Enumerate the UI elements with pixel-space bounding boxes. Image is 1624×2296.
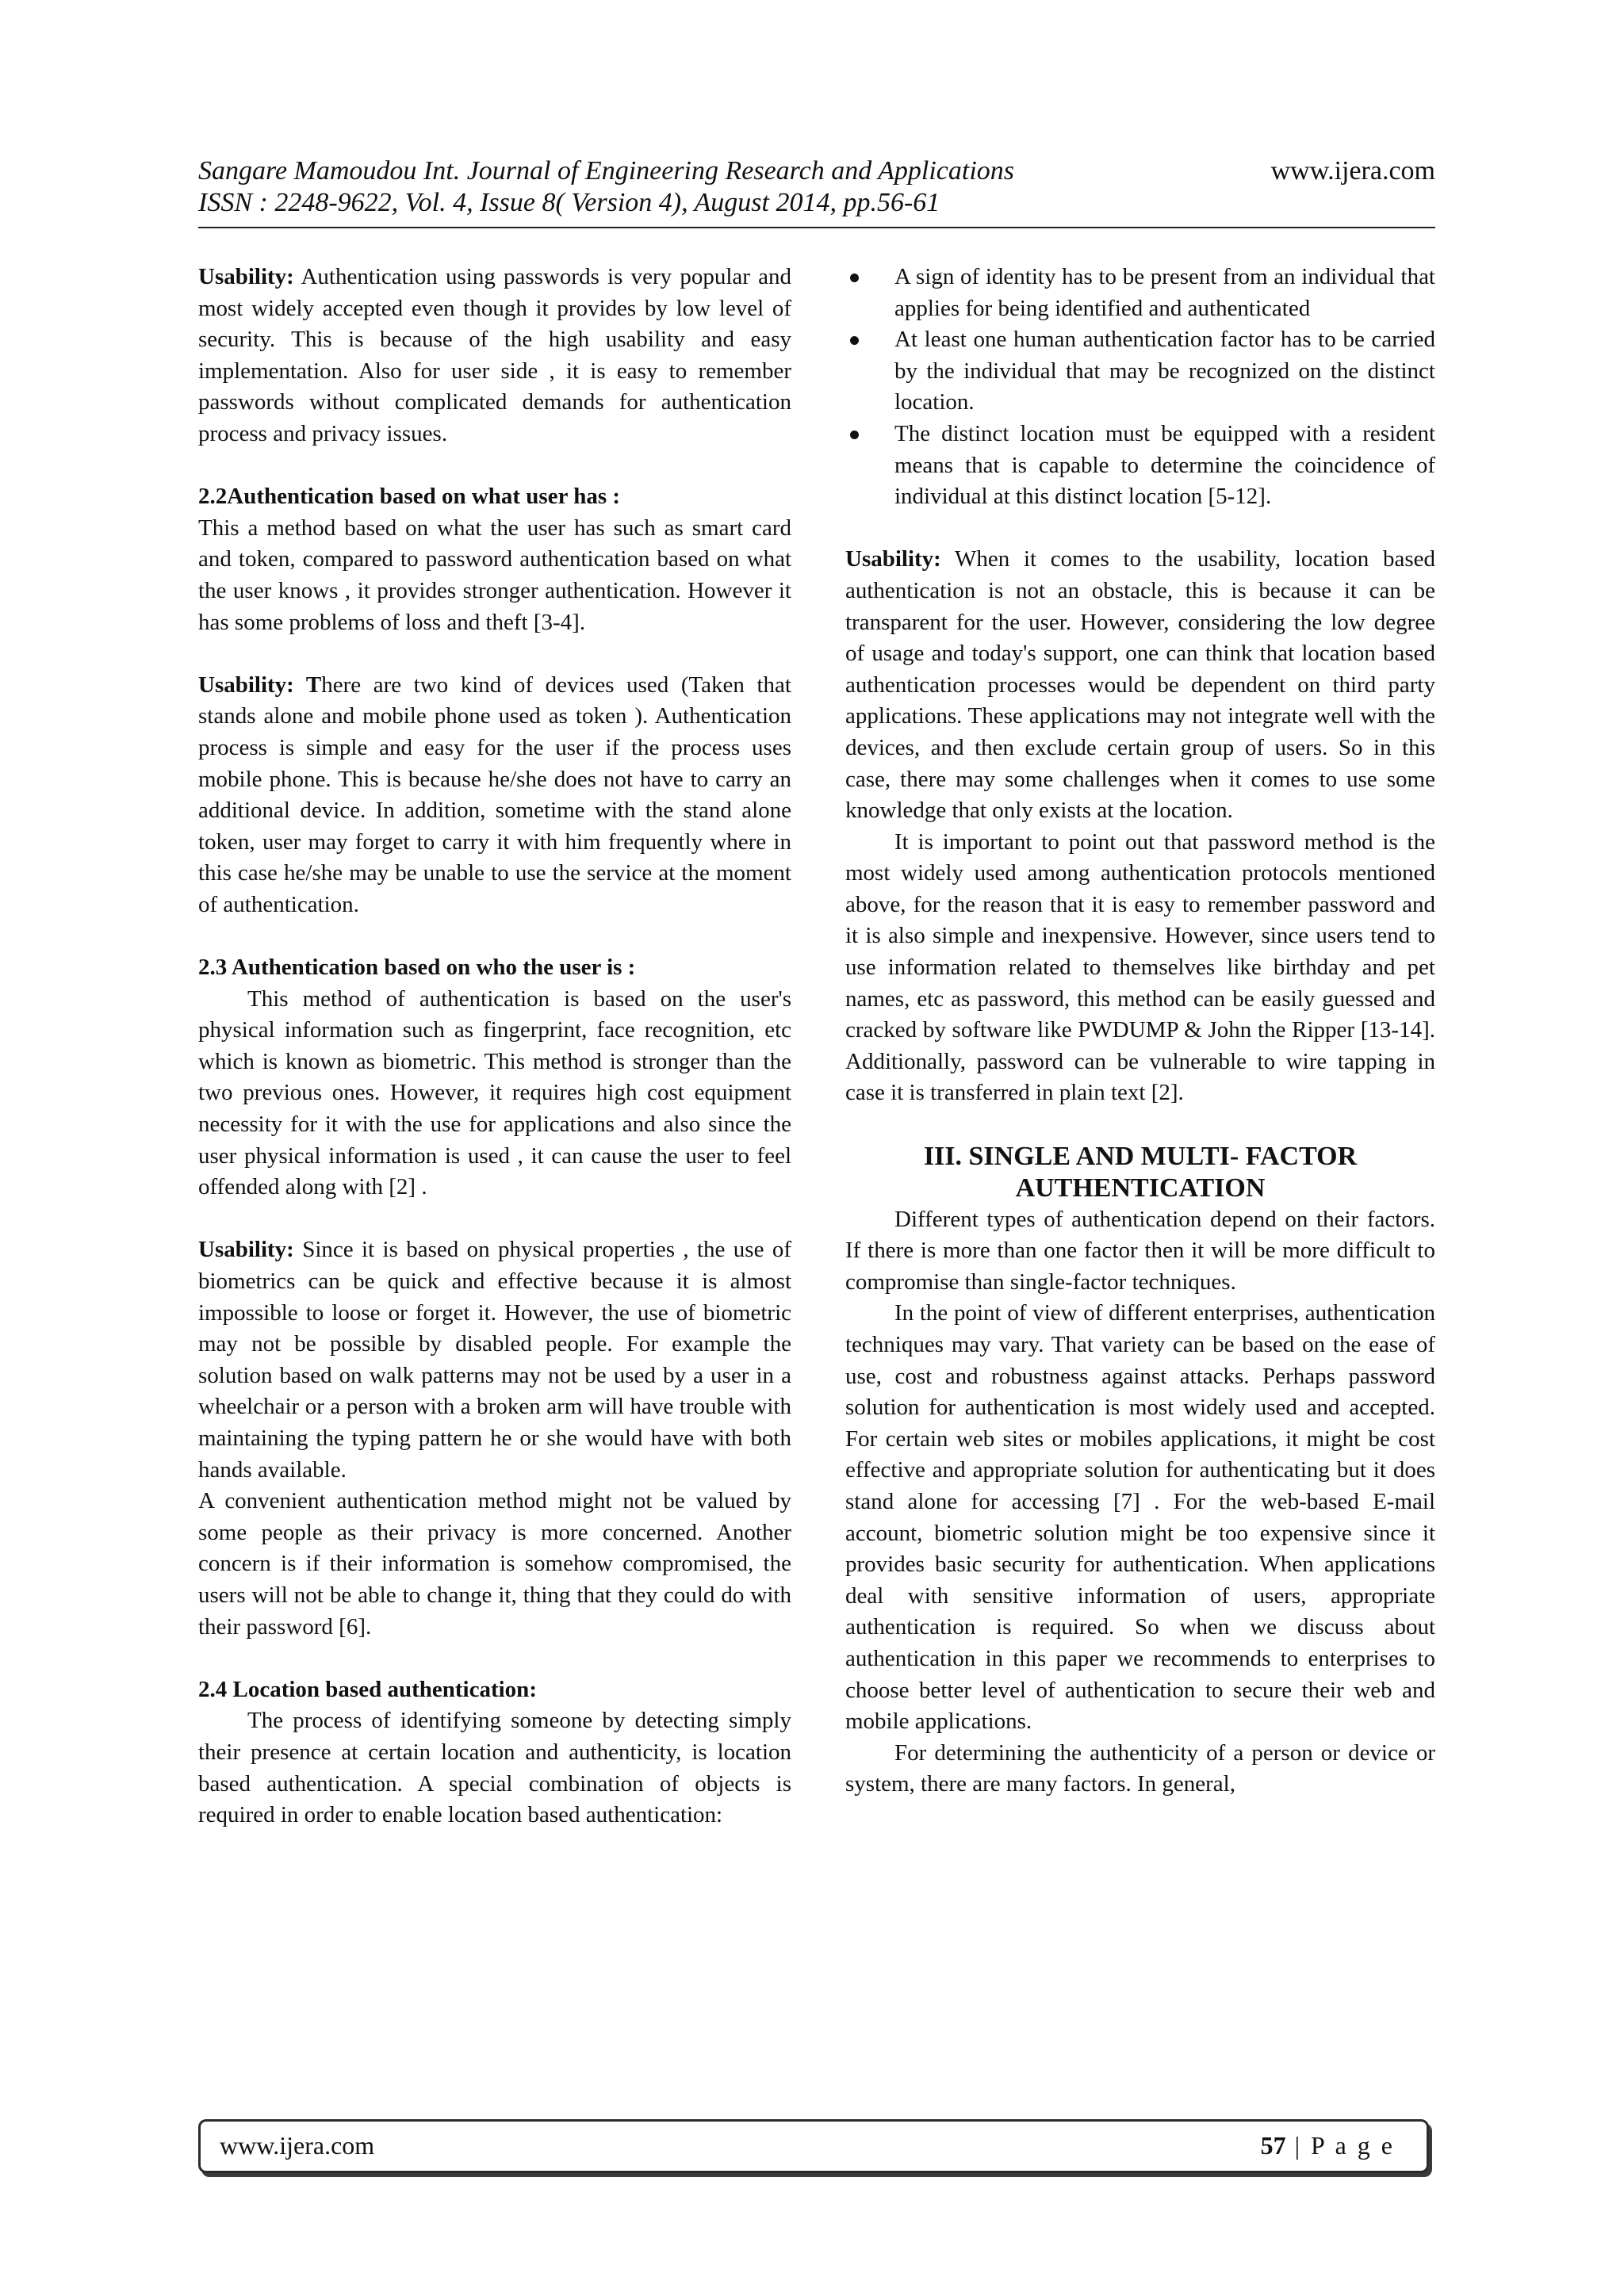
paragraph-types: Different types of authentication depend on their factors. If there is more than one factor then it will be more difficult to compromise than single-factor techniques.: [845, 1206, 1435, 1295]
heading-2-3: 2.3 Authentication based on who the user is :: [198, 955, 636, 981]
usability-paragraph-2: Usability: There are two kind of devices used (Taken that stands alone and mobile phone used as token ). Authentication process is simple and easy for the user if the process uses mobile phone. This is because he/she does not have to carry an additional device. In addition, sometime with the stand alone token, user may forget to carry it with him frequently where in this case he/she may be unable to use the service at the moment of authentication.: [198, 672, 791, 917]
paragraph-important: It is important to point out that password method is the most widely used among authentication protocols mentioned above, for the reason that it is easy to remember password and it is also simple and inexpensive. However, since users tend to use information related to themselves like birthday and pet names, etc as password, this method can be easily guessed and cracked by software like PWDUMP & John the Ripper [13-14]. Additionally, password can be vulnerable to wire tapping in case it is transferred in plain text [2].: [845, 828, 1435, 1106]
page-number: 57: [1260, 2131, 1286, 2160]
usability-label: Usability:: [198, 1237, 294, 1263]
header-website: www.ijera.com: [1270, 156, 1435, 186]
footer-website: www.ijera.com: [220, 2131, 375, 2160]
heading-2-4: 2.4 Location based authentication:: [198, 1676, 537, 1702]
header-rule: [198, 227, 1435, 228]
list-item: At least one human authentication factor has to be carried by the individual that may be recognized on the distinct location.: [845, 324, 1435, 419]
list-item: The distinct location must be equipped with a resident means that is capable to determine the coincidence of individual at this distinct location [5-12].: [845, 419, 1435, 513]
bullet-icon: [850, 430, 859, 439]
right-column: [845, 262, 1435, 1800]
usability-label: Usability: T: [198, 672, 322, 698]
page-footer: [198, 2119, 1429, 2173]
heading-2-2: 2.2Authentication based on what user has :: [198, 484, 621, 510]
section-title-line-2: AUTHENTICATION: [1015, 1173, 1266, 1203]
usability-label: Usability:: [845, 546, 941, 572]
bullet-list: [845, 262, 1435, 513]
bullet-icon: [850, 336, 859, 345]
list-item: A sign of identity has to be present from an individual that applies for being identified and authenticated: [845, 262, 1435, 324]
paragraph-enterprises: In the point of view of different enterprises, authentication techniques may vary. That variety can be based on the ease of use, cost and robustness against attacks. Perhaps password solution for authentication is most widely used and accepted. For certain web sites or mobiles applications, it might be cost effective and appropriate solution for authenticating but it does stand alone for accessing [7] . For the web-based E-mail account, biometric solution might be too expensive since it provides basic security for authentication. When applications deal with sensitive information of users, appropriate authentication is required. So when we discuss about authentication in this paper we recommends to enterprises to choose better level of authentication to secure their web and mobile applications.: [845, 1300, 1435, 1735]
paragraph-determining: For determining the authenticity of a person or device or system, there are many factors. In general,: [845, 1739, 1435, 1797]
paragraph-2-3: This method of authentication is based on the user's physical information such as fingerprint, face recognition, etc which is known as biometric. This method is stronger than the two previous ones. However, it requires high cost equipment necessity for it with the use for applications and also since the user physical information is used , it can cause the user to feel offended along with [2] .: [198, 985, 791, 1200]
paragraph-convenient: A convenient authentication method might not be valued by some people as their privacy is more concerned. Another concern is if their information is somehow compromised, the users will not be able to change it, thing that they could do with their password [6].: [198, 1488, 791, 1640]
left-column: [198, 262, 791, 1831]
page-label: | P a g e: [1285, 2131, 1395, 2160]
usability-paragraph-4: Usability: When it comes to the usability, location based authentication is not an obstacle, this is because it can be transparent for the user. However, considering the low degree of usage and today's support, one can think that location based authentication processes would be dependent on third party applications. These applications may not integrate well with the devices, and then exclude certain group of users. So in this case, there may some challenges when it comes to use some knowledge that only exists at the location.: [845, 546, 1435, 824]
usability-label: Usability:: [198, 264, 294, 289]
paragraph-2-2: This a method based on what the user has such as smart card and token, compared to password authentication based on what the user knows , it provides stronger authentication. However it has some problems of loss and theft [3-4].: [198, 515, 791, 635]
paragraph-2-4: The process of identifying someone by detecting simply their presence at certain location and authenticity, is location based authentication. A special combination of objects is required in order to enable location based authentication:: [198, 1708, 791, 1828]
issn-line: ISSN : 2248-9622, Vol. 4, Issue 8( Version 4), August 2014, pp.56-61: [198, 188, 940, 217]
section-title-line-1: III. SINGLE AND MULTI- FACTOR: [923, 1141, 1358, 1171]
footer-page: [1261, 2128, 1395, 2163]
running-header: [198, 155, 1435, 219]
journal-citation: Sangare Mamoudou Int. Journal of Engineering Research and Applications: [198, 156, 1014, 186]
usability-paragraph-3: Usability: Since it is based on physical properties , the use of biometrics can be quick and effective because it is almost impossible to loose or forget it. However, the use of biometric may not be possible by disabled people. For example the solution based on walk patterns may not be used by a user in a wheelchair or a person with a broken arm will have trouble with maintaining the typing pattern he or she would have with both hands available.: [198, 1237, 791, 1483]
bullet-icon: [850, 274, 859, 282]
usability-paragraph-1: Usability: Authentication using passwords is very popular and most widely accepted even though it provides by low level of security. This is because of the high usability and easy implementation. Also for user side , it is easy to remember passwords without complicated demands for authentication process and privacy issues.: [198, 264, 791, 446]
